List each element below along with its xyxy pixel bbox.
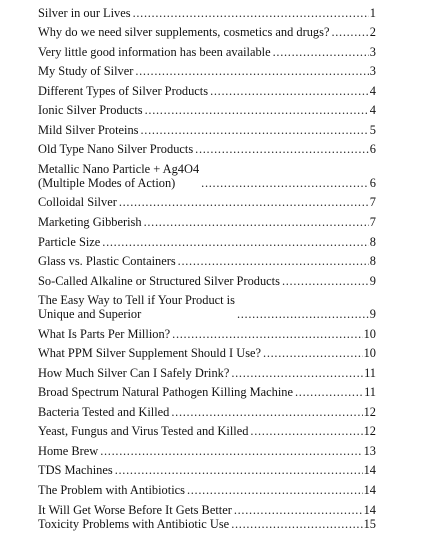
dot-leader <box>102 235 369 249</box>
toc-entry-title: What PPM Silver Supplement Should I Use? <box>38 346 262 361</box>
toc-entry <box>38 458 376 478</box>
toc-entry-title: Different Types of Silver Products <box>38 83 209 98</box>
toc-entry-page: 7 <box>369 195 376 210</box>
toc-entry-title: The Problem with Antibiotics <box>38 483 185 498</box>
toc-entry-page: 8 <box>369 254 376 269</box>
toc-entry-title: It Will Get Worse Before It Gets Better <box>38 502 232 517</box>
toc-entry-page: 2 <box>369 25 376 40</box>
toc-entry-page: 10 <box>363 326 376 341</box>
toc-entry-title: Mild Silver Proteins <box>38 122 139 137</box>
toc-entry-page: 8 <box>369 234 376 249</box>
dot-leader <box>210 84 369 98</box>
dot-leader <box>133 6 369 20</box>
toc-entry-title: The Easy Way to Tell if Your Product is Unique and Superior <box>38 293 235 322</box>
dot-leader <box>201 176 369 190</box>
toc-entry-page: 4 <box>369 83 376 98</box>
dot-leader <box>282 274 369 288</box>
table-of-contents <box>38 0 376 531</box>
dot-leader <box>141 123 369 137</box>
toc-entry-page: 1 <box>369 5 376 20</box>
toc-entry-page: 14 <box>363 502 376 517</box>
dot-leader <box>172 327 362 341</box>
toc-entry <box>38 59 376 79</box>
dot-leader <box>263 346 363 360</box>
toc-entry-title: Particle Size <box>38 234 101 249</box>
toc-entry-page: 6 <box>369 142 376 157</box>
toc-entry-page: 3 <box>369 44 376 59</box>
toc-entry-page: 3 <box>369 64 376 79</box>
toc-entry <box>38 517 376 531</box>
toc-entry-title: Marketing Gibberish <box>38 214 142 229</box>
dot-leader <box>187 483 363 497</box>
dot-leader <box>119 195 369 209</box>
toc-entry <box>38 137 376 157</box>
toc-entry-page: 9 <box>369 273 376 288</box>
toc-entry-page: 11 <box>364 385 376 400</box>
toc-entry <box>38 156 376 190</box>
toc-entry-page: 9 <box>369 307 376 322</box>
toc-entry-title: What Is Parts Per Million? <box>38 326 171 341</box>
toc-entry-title: Ionic Silver Products <box>38 103 143 118</box>
toc-entry <box>38 39 376 59</box>
toc-entry <box>38 117 376 137</box>
toc-entry-title: Toxicity Problems with Antibiotic Use <box>38 516 230 531</box>
dot-leader <box>135 64 368 78</box>
toc-entry <box>38 98 376 118</box>
toc-entry-page: 4 <box>369 103 376 118</box>
toc-entry-page: 12 <box>363 424 376 439</box>
dot-leader <box>250 424 362 438</box>
toc-entry <box>38 229 376 249</box>
toc-entry-title: TDS Machines <box>38 463 113 478</box>
toc-entry-title: How Much Silver Can I Safely Drink? <box>38 365 230 380</box>
toc-entry-page: 13 <box>363 443 376 458</box>
toc-entry-title: Colloidal Silver <box>38 195 117 210</box>
dot-leader <box>115 463 363 477</box>
toc-entry-page: 10 <box>363 346 376 361</box>
toc-entry <box>38 321 376 341</box>
dot-leader <box>178 254 369 268</box>
toc-entry-page: 7 <box>369 214 376 229</box>
toc-entry-title: Metallic Nano Particle + Ag4O4 (Multiple Modes of Action) <box>38 161 200 190</box>
toc-entry-page: 12 <box>363 404 376 419</box>
dot-leader <box>273 45 369 59</box>
toc-entry <box>38 360 376 380</box>
toc-entry-page: 15 <box>363 516 376 531</box>
toc-entry-title: Yeast, Fungus and Virus Tested and Killed <box>38 424 249 439</box>
toc-entry <box>38 438 376 458</box>
toc-entry-title: Broad Spectrum Natural Pathogen Killing Machine <box>38 385 293 400</box>
toc-entry-page: 14 <box>363 483 376 498</box>
toc-entry-title: Home Brew <box>38 443 99 458</box>
dot-leader <box>237 307 369 321</box>
toc-entry <box>38 497 376 517</box>
toc-entry-title: Bacteria Tested and Killed <box>38 404 170 419</box>
toc-entry <box>38 288 376 322</box>
toc-entry-title: Glass vs. Plastic Containers <box>38 254 176 269</box>
toc-entry-page: 5 <box>369 122 376 137</box>
toc-entry <box>38 419 376 439</box>
toc-entry <box>38 268 376 288</box>
dot-leader <box>100 444 362 458</box>
toc-entry <box>38 0 376 20</box>
toc-entry <box>38 20 376 40</box>
dot-leader <box>144 215 369 229</box>
toc-entry <box>38 209 376 229</box>
toc-entry-title: My Study of Silver <box>38 64 134 79</box>
toc-entry-title: Why do we need silver supplements, cosmetics and drugs? <box>38 25 330 40</box>
toc-entry-title: Silver in our Lives <box>38 5 131 20</box>
toc-entry <box>38 249 376 269</box>
dot-leader <box>295 385 363 399</box>
toc-entry-title: Old Type Nano Silver Products <box>38 142 194 157</box>
dot-leader <box>171 405 362 419</box>
toc-entry <box>38 341 376 361</box>
dot-leader <box>331 25 368 39</box>
dot-leader <box>234 503 363 517</box>
dot-leader <box>145 103 369 117</box>
toc-entry-title: So-Called Alkaline or Structured Silver Products <box>38 273 280 288</box>
toc-entry <box>38 78 376 98</box>
dot-leader <box>195 142 369 156</box>
toc-entry <box>38 477 376 497</box>
toc-entry <box>38 380 376 400</box>
toc-entry <box>38 399 376 419</box>
toc-entry-page: 11 <box>364 365 376 380</box>
toc-entry <box>38 190 376 210</box>
dot-leader <box>231 517 362 531</box>
dot-leader <box>231 366 363 380</box>
toc-entry-page: 6 <box>369 175 376 190</box>
toc-entry-title: Very little good information has been available <box>38 44 271 59</box>
toc-entry-page: 14 <box>363 463 376 478</box>
